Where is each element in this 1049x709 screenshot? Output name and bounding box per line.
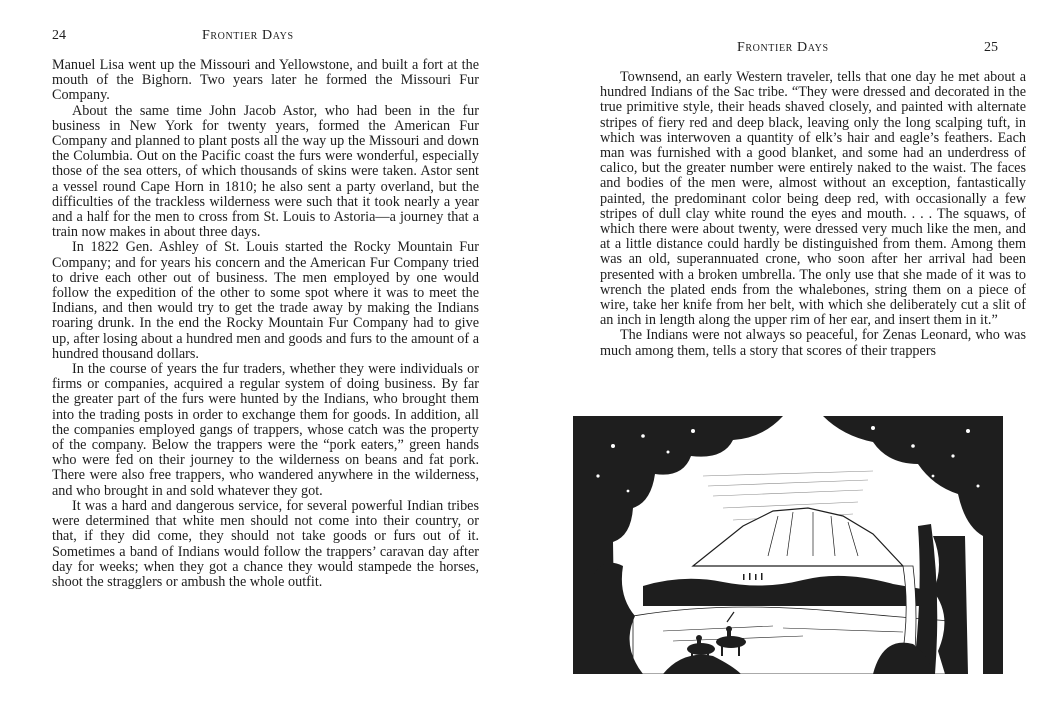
left-page-text — [52, 58, 479, 590]
paragraph: Manuel Lisa went up the Missouri and Yellowstone, and built a fort at the mouth of the Bighorn. Two years later he formed the Missouri Fur Company. — [52, 57, 479, 104]
paragraph: In 1822 Gen. Ashley of St. Louis started the Rocky Mountain Fur Company; and for years his concern and the American Fur Company tried to drive each other out of business. The men employed by one would follow the expedition of the other to some spot where it was to meet the Indians, and then would try to get the trade away by making the Indians roaring drunk. In the end the Rocky Mountain Fur Company had to give up, after losing about a hundred men and goods and furs to the amount of a hundred thousand dollars. — [52, 239, 479, 362]
left-page — [0, 0, 524, 709]
paragraph: The Indians were not always so peaceful, for Zenas Leonard, who was much among them, tells a story that scores of their trappers — [600, 327, 1026, 359]
running-head-right: Frontier Days — [737, 40, 829, 55]
page-number-right: 25 — [984, 40, 998, 55]
paragraph: About the same time John Jacob Astor, who had been in the fur business in New York for twenty years, formed the American Fur Company and planned to plant posts all the way up the Missouri and down the Columbia. Out on the Pacific coast the furs were wonderful, especially those of the sea otters, of which thousands of skins were taken. Astor sent a vessel round Cape Horn in 1810; he also sent a party overland, but the difficulties of the trackless wilderness were such that it took nearly a year and a half for the men to cross from St. Louis to Astoria—a journey that a train now makes in about three days. — [52, 102, 479, 241]
page-number-left: 24 — [52, 28, 66, 43]
paragraph: It was a hard and dangerous service, for several powerful Indian tribes were determined that white men should not come into their country, or that, if they did come, they should not take goods or furs out of it. Sometimes a band of Indians would follow the trappers’ caravan day after day for weeks; when they got a chance they would stampede the horses, shoot the stragglers or ambush the whole outfit. — [52, 497, 479, 590]
landscape-illustration — [573, 416, 1003, 674]
paragraph: Townsend, an early Western traveler, tells that one day he met about a hundred Indians of the Sac tribe. “They were dressed and decorated in the true primitive style, their heads shaved closely, and painted with alternate stripes of fiery red and deep black, leaving only the long scalping tuft, in which was interwoven a quantity of elk’s hair and eagle’s feathers. Each man was furnished with a good blanket, and some had an underdress of calico, but the greater number were entirely naked to the waist. The faces and bodies of the men were, almost without an exception, fantastically painted, the predominant color being deep red, with occasionally a few stripes of dull clay white round the eyes and mouth. . . . The squaws, of which there were about twenty, were dressed very much like the men, and at a little distance could hardly be distinguished from them. Among them was an old, superannuated crone, who soon after her arrival had been presented with a broken umbrella. The only use that she made of it was to wrench the plated ends from the whalebones, string them on a piece of wire, take her knife from her belt, with which she deliberately cut a slit of an inch in length along the upper rim of her ear, and insert them in it.” — [600, 69, 1026, 329]
running-head-left: Frontier Days — [202, 28, 294, 43]
right-page-text — [600, 70, 1026, 359]
paragraph: In the course of years the fur traders, whether they were individuals or firms or companies, acquired a regular system of doing business. By far the greater part of the furs were hunted by the Indians, who brought them into the trading posts in order to exchange them for goods. In addition, all the companies employed gangs of trappers, whose catch was the property of the company. Below the trappers were the “pork eaters,” green hands who were fed on their journey to the wilderness on beans and fat pork. There were also free trappers, who wandered anywhere in the wilderness, and who brought in and sold whatever they got. — [52, 361, 479, 499]
